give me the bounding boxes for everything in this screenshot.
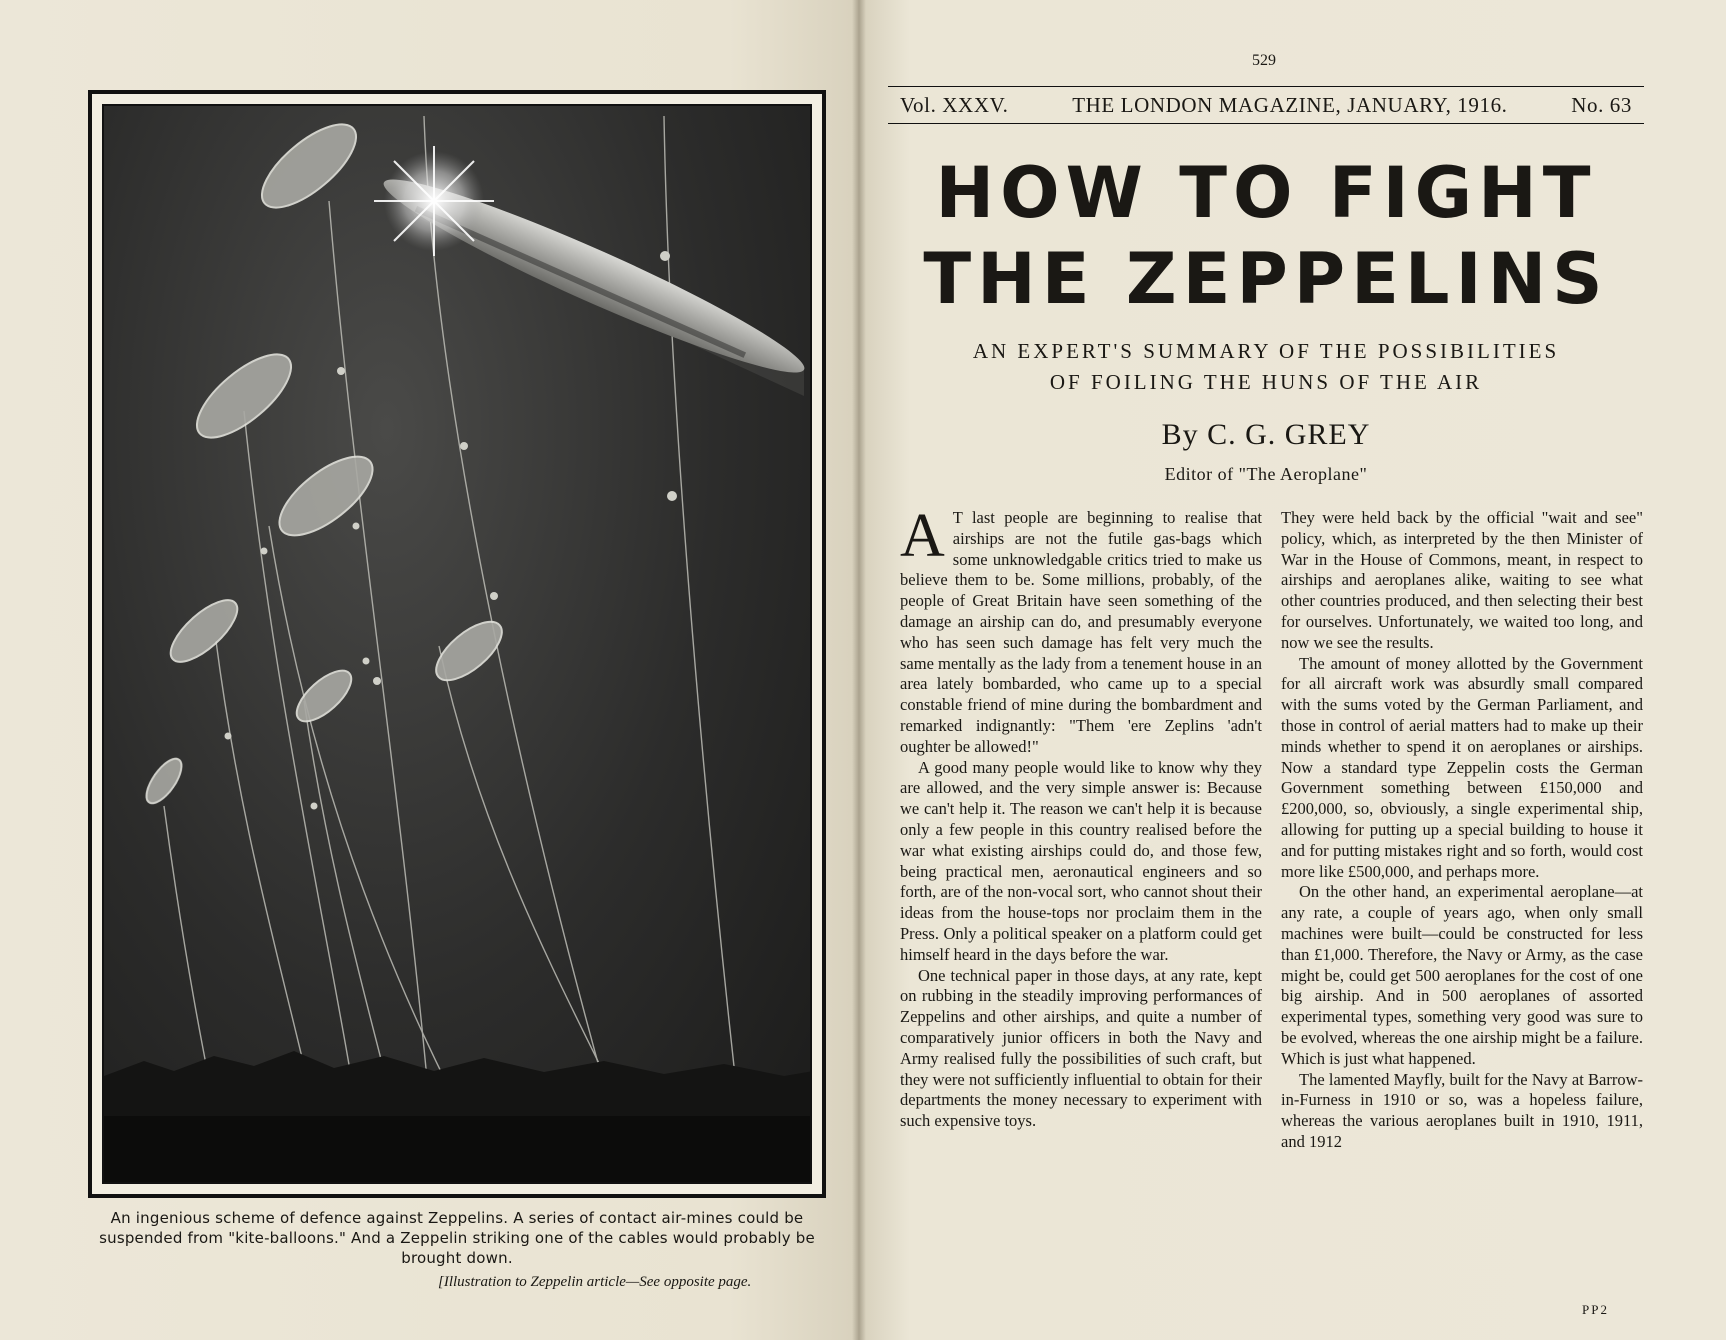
masthead-issue: No. 63 [1571,92,1632,117]
article-headline [888,150,1644,322]
headline-line-1: HOW TO FIGHT [935,152,1597,234]
illustration-note: [Illustration to Zeppelin article—See opposite page. [438,1274,752,1290]
zeppelin-illustration [102,104,812,1184]
page-number: 529 [1252,52,1276,69]
drop-cap: A [900,502,945,570]
masthead-title: THE LONDON MAGAZINE, JANUARY, 1916. [1072,92,1508,117]
paragraph [900,502,1262,758]
paragraph: One technical paper in those days, at any rate, kept on rubbing in the steadily improving performances of Zeppelins and other airships, and quite a number of comparatively junior officers in both the Navy and Army realised fully the possibilities of such craft, but they were not sufficiently influential to obtain for their departments the money necessary to experiment with such expensive toys. [900,965,1262,1131]
masthead [888,86,1644,124]
masthead-volume: Vol. XXXV. [900,92,1009,117]
book-gutter [852,0,866,1340]
subheading-line-2: OF FOILING THE HUNS OF THE AIR [1049,370,1483,394]
illustration-frame [88,90,826,1198]
article-column-right [1281,508,1643,1153]
paragraph: They were held back by the official "wait and see" policy, which, as interpreted by the then Minister of War in the House of Commons, meant, in respect to airships and aeroplanes alike, waiting to see what other countries produced, and then selecting their best for ourselves. Unfortunately, we waited too long, and now we see the results. [1281,508,1643,652]
paragraph-text: T last people are beginning to realise that airships are not the futile gas-bags which some unknowledgable critics tried to make us believe them to be. Some millions, probably, of the people of Great Britain have seen something of the damage an airship can do, and presumably everyone who has seen such damage has felt very much the same mentally as the lady from a tenement house in an area lately bombarded, who came up to a special constable friend of mine during the bombardment and remarked indignantly: "Them 'ere Zeplins 'adn't oughter be allowed!" [900,508,1262,756]
printer-signature: PP2 [1582,1302,1609,1317]
illustration-caption: An ingenious scheme of defence against Zeppelins. A series of contact air-mines could be suspended from "kite-balloons." And a Zeppelin striking one of the cables would probably be brought down. [99,1209,815,1267]
article-subheading [888,336,1644,398]
headline-line-2: THE ZEPPELINS [923,238,1609,320]
subheading-line-1: AN EXPERT'S SUMMARY OF THE POSSIBILITIES [972,339,1560,363]
paragraph: On the other hand, an experimental aeroplane—at any rate, a couple of years ago, when only small machines were built—could be constructed for less than £1,000. Therefore, the Navy or Army, as the case might be, could get 500 aeroplanes for the cost of one big airship. And in 500 aeroplanes of assorted experimental types, something very good was sure to be evolved, whereas the one airship might be a failure. Which is just what happened. [1281,882,1643,1068]
paragraph: The amount of money allotted by the Government for all aircraft work was absurdly small compared with the sums voted by the German Parliament, and those in control of aerial matters had to make up their minds whether to spend it on aeroplanes or airships. Now a standard type Zeppelin costs the German Government something between £150,000 and £200,000, so, obviously, a single experimental ship, allowing for putting up a special building to house it and for putting mistakes right and so forth, would cost more like £500,000, and perhaps more. [1281,653,1643,881]
byline: By C. G. GREY [1161,418,1371,451]
article-column-left [900,502,1262,1132]
illustration-drawing [104,106,812,1184]
author-credit: Editor of "The Aeroplane" [1164,464,1368,484]
paragraph: A good many people would like to know why they are allowed, and the very simple answer is: Because we can't help it. The reason we can't help it is because only a few people in this country realised before the war what existing airships could do, and those few, being practical men, aeronautical engineers and so forth, are of the non-vocal sort, who cannot shout their ideas from the house-tops nor proclaim them in the Press. Only a political speaker on a platform could get himself heard in the days before the war. [900,757,1262,964]
paragraph: The lamented Mayfly, built for the Navy at Barrow-in-Furness in 1910 or so, was a hopeless failure, whereas the various aeroplanes built in 1910, 1911, and 1912 [1281,1069,1643,1151]
